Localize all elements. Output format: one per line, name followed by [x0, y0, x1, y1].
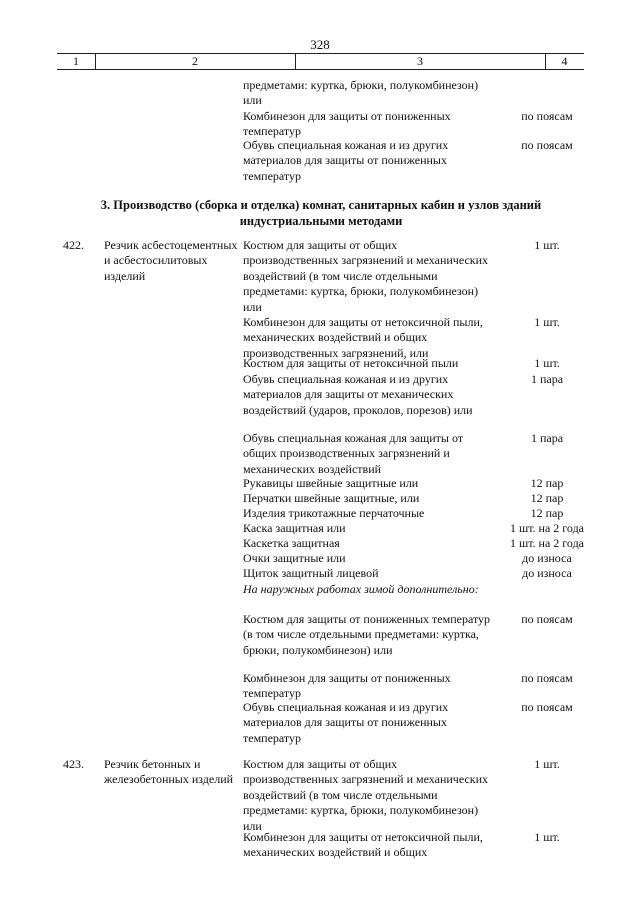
item-quantity: по поясам	[521, 700, 573, 714]
item-quantity: 1 пара	[530, 431, 564, 445]
column-header-4: 4	[561, 54, 568, 68]
item-text: Комбинезон для защиты от пониженных температур	[243, 671, 451, 701]
item-text: Рукавицы швейные защитные или	[243, 476, 419, 490]
item-text: Костюм для защиты от нетоксичной пыли	[243, 356, 459, 370]
item-text: Изделия трикотажные перчаточные	[243, 506, 425, 520]
profession-name: Резчик бетонных и железобетонных изделий	[104, 757, 234, 787]
winter-note: На наружных работах зимой дополнительно:	[243, 582, 479, 596]
item-text: Очки защитные или	[243, 551, 346, 565]
column-header-1: 1	[73, 54, 79, 68]
profession-name: Резчик асбестоцементных и асбестосилитовых изделий	[104, 238, 238, 283]
item-quantity: 1 шт. на 2 года	[509, 536, 585, 550]
item-text: Каскетка защитная	[243, 536, 340, 550]
item-quantity: по поясам	[521, 138, 573, 152]
item-quantity: по поясам	[521, 612, 573, 626]
item-quantity: по поясам	[521, 109, 573, 123]
page-number: 328	[310, 37, 330, 52]
item-text: Обувь специальная кожаная для защиты от общих производственных загрязнений и механических воздействий	[243, 431, 464, 476]
item-quantity: 1 шт.	[534, 830, 560, 844]
item-text: Перчатки швейные защитные, или	[243, 491, 420, 505]
item-text: Костюм для защиты от общих производственных загрязнений и механических воздействий (в том числе отдельными предметами: куртка, брюки, полукомбинезон) или	[243, 238, 489, 314]
column-header-2: 2	[192, 54, 198, 68]
item-quantity: 1 шт.	[534, 757, 560, 771]
item-text: Обувь специальная кожаная и из других материалов для защиты от пониженных температур	[243, 700, 449, 745]
column-header-row	[57, 53, 584, 70]
column-header-3: 3	[417, 54, 423, 68]
item-quantity: 12 пар	[530, 476, 564, 490]
item-quantity: 1 шт. на 2 года	[509, 521, 585, 535]
item-text: Каска защитная или	[243, 521, 346, 535]
section-title: 3. Производство (сборка и отделка) комнат, санитарных кабин и узлов зданий индустриальными методами	[100, 198, 542, 228]
item-quantity: 1 шт.	[534, 238, 560, 252]
item-text: Костюм для защиты от пониженных температур (в том числе отдельными предметами: куртка, брюки, полукомбинезон) или	[243, 612, 491, 657]
item-text: Комбинезон для защиты от пониженных температур	[243, 109, 451, 139]
item-text: Щиток защитный лицевой	[243, 566, 379, 580]
item-text: Обувь специальная кожаная и из других материалов для защиты от механических воздействий (ударов, проколов, порезов) или	[243, 372, 473, 417]
item-text: Костюм для защиты от общих производственных загрязнений и механических воздействий (в том числе отдельными предметами: куртка, брюки, полукомбинезон) или	[243, 757, 489, 833]
item-quantity: 1 шт.	[534, 356, 560, 370]
item-text: Обувь специальная кожаная и из других материалов для защиты от пониженных температур	[243, 138, 449, 183]
item-text: Комбинезон для защиты от нетоксичной пыли, механических воздействий и общих производственных загрязнений, или	[243, 315, 483, 360]
entry-number: 422.	[63, 238, 84, 252]
item-quantity: 1 пара	[530, 372, 564, 386]
item-quantity: до износа	[522, 566, 572, 580]
item-quantity: 1 шт.	[534, 315, 560, 329]
item-quantity: до износа	[522, 551, 572, 565]
item-quantity: 12 пар	[530, 491, 564, 505]
item-text: Комбинезон для защиты от нетоксичной пыли, механических воздействий и общих	[243, 830, 483, 860]
item-text: предметами: куртка, брюки, полукомбинезон) или	[243, 78, 479, 108]
item-quantity: 12 пар	[530, 506, 564, 520]
item-quantity: по поясам	[521, 671, 573, 685]
entry-number: 423.	[63, 757, 84, 771]
